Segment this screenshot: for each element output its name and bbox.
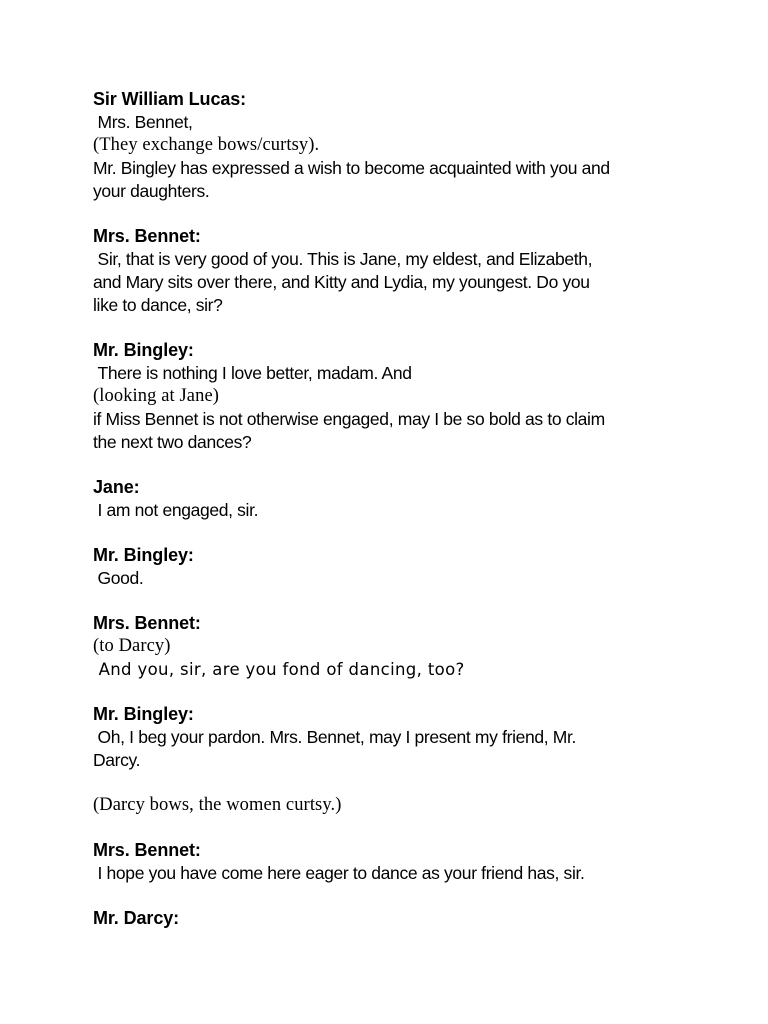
stage-direction: (looking at Jane) bbox=[93, 386, 220, 406]
dialogue-line: There is nothing I love better, madam. And bbox=[93, 363, 412, 383]
speech-block bbox=[93, 476, 693, 522]
speaker-name: Jane: bbox=[93, 477, 140, 497]
speech-block bbox=[93, 612, 693, 681]
speaker-name: Mr. Bingley: bbox=[93, 340, 194, 360]
dialogue-line: the next two dances? bbox=[93, 432, 252, 452]
dialogue-line: Oh, I beg your pardon. Mrs. Bennet, may I present my friend, Mr. bbox=[93, 727, 577, 747]
speech-block bbox=[93, 88, 693, 203]
stage-direction: (Darcy bows, the women curtsy.) bbox=[93, 795, 342, 815]
dialogue-line: And you, sir, are you fond of dancing, too? bbox=[93, 660, 465, 679]
speaker-name: Mr. Darcy: bbox=[93, 908, 180, 928]
dialogue-line: and Mary sits over there, and Kitty and Lydia, my youngest. Do you bbox=[93, 272, 590, 292]
dialogue-line: Darcy. bbox=[93, 750, 141, 770]
dialogue-line: Mr. Bingley has expressed a wish to become acquainted with you and bbox=[93, 158, 610, 178]
script-page bbox=[93, 88, 693, 952]
stage-direction: (They exchange bows/curtsy). bbox=[93, 135, 320, 155]
dialogue-line: Sir, that is very good of you. This is Jane, my eldest, and Elizabeth, bbox=[93, 249, 593, 269]
dialogue-line: Mrs. Bennet, bbox=[93, 112, 193, 132]
speaker-name: Mr. Bingley: bbox=[93, 545, 194, 565]
speech-block bbox=[93, 907, 693, 930]
speaker-name: Sir William Lucas: bbox=[93, 89, 247, 109]
dialogue-line: if Miss Bennet is not otherwise engaged, may I be so bold as to claim bbox=[93, 409, 605, 429]
speech-block bbox=[93, 544, 693, 590]
dialogue-line: your daughters. bbox=[93, 181, 210, 201]
speech-block bbox=[93, 225, 693, 317]
stage-direction: (to Darcy) bbox=[93, 636, 171, 656]
dialogue-line: I hope you have come here eager to dance as your friend has, sir. bbox=[93, 863, 585, 883]
dialogue-line: Good. bbox=[93, 568, 144, 588]
dialogue-line: I am not engaged, sir. bbox=[93, 500, 259, 520]
dialogue-line: like to dance, sir? bbox=[93, 295, 223, 315]
stage-block bbox=[93, 794, 693, 817]
speaker-name: Mr. Bingley: bbox=[93, 704, 194, 724]
speaker-name: Mrs. Bennet: bbox=[93, 226, 201, 246]
speaker-name: Mrs. Bennet: bbox=[93, 613, 201, 633]
speaker-name: Mrs. Bennet: bbox=[93, 840, 201, 860]
speech-block bbox=[93, 703, 693, 772]
speech-block bbox=[93, 839, 693, 885]
speech-block bbox=[93, 339, 693, 454]
